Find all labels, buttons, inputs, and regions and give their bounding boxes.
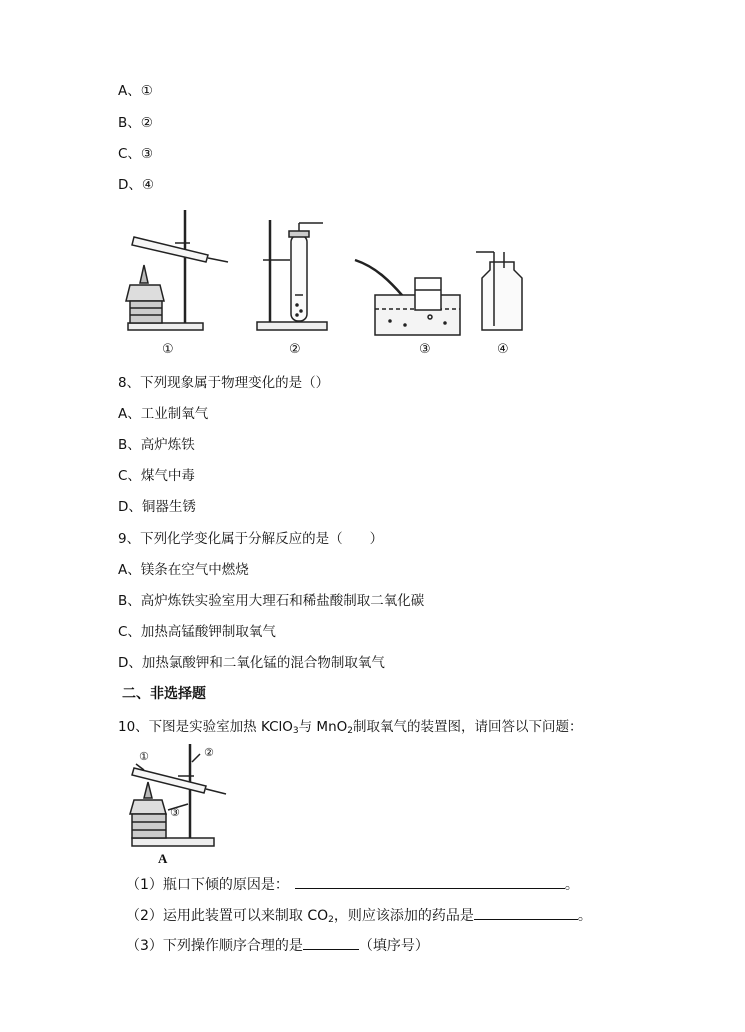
q10-part-3-text-b: （填序号） xyxy=(358,938,429,954)
q10-part-1-end: 。 xyxy=(564,877,579,893)
q9-option-a: A、镁条在空气中燃烧 xyxy=(118,562,249,578)
q10-part-3-text-a: （3）下列操作顺序合理的是 xyxy=(126,938,303,954)
apparatus-3-figure xyxy=(350,245,465,340)
figure-label-2: ② xyxy=(289,342,301,357)
q10-stem xyxy=(118,718,582,740)
fig-a-mark-2: ② xyxy=(204,746,214,759)
apparatus-4-figure xyxy=(470,248,530,338)
q10-part-1-answer-blank[interactable] xyxy=(295,874,565,889)
apparatus-2-figure xyxy=(255,215,335,335)
q10-stem-part-a: 10、下图是实验室加热 KClO xyxy=(118,719,293,735)
q9-stem: 9、下列化学变化属于分解反应的是（ ） xyxy=(118,531,384,547)
q10-part-2-text-b: ，则应该添加的药品是 xyxy=(333,908,474,924)
figure-label-3: ③ xyxy=(419,342,431,357)
q7-option-c: C、③ xyxy=(118,146,154,162)
q9-option-d: D、加热氯酸钾和二氧化锰的混合物制取氧气 xyxy=(118,655,385,671)
fig-a-mark-3: ③ xyxy=(170,806,180,819)
fig-a-caption: A xyxy=(158,851,168,866)
figure-label-4: ④ xyxy=(497,342,509,357)
fig-a-mark-1: ① xyxy=(139,750,149,763)
q8-option-a: A、工业制氧气 xyxy=(118,406,209,422)
apparatus-1-figure xyxy=(120,205,230,335)
q10-stem-part-c: 制取氧气的装置图，请回答以下问题： xyxy=(352,719,583,735)
q10-stem-sub-2: 2 xyxy=(347,726,353,736)
q8-option-c: C、煤气中毒 xyxy=(118,468,195,484)
q7-option-b: B、② xyxy=(118,115,153,131)
figure-label-1: ① xyxy=(162,342,174,357)
q10-stem-sub-3: 3 xyxy=(292,726,299,736)
q10-part-3-answer-blank[interactable] xyxy=(303,935,359,950)
q9-option-b: B、高炉炼铁实验室用大理石和稀盐酸制取二氧化碳 xyxy=(118,593,425,609)
q10-part-3 xyxy=(126,935,429,955)
q10-part-2-text-a: （2）运用此装置可以来制取 CO xyxy=(126,908,329,924)
q9-option-c: C、加热高锰酸钾制取氧气 xyxy=(118,624,276,640)
q10-part-2-end: 。 xyxy=(577,908,592,924)
q8-option-d: D、铜器生锈 xyxy=(118,499,196,515)
q8-stem: 8、下列现象属于物理变化的是（） xyxy=(118,375,330,391)
q8-option-b: B、高炉炼铁 xyxy=(118,437,195,453)
q10-part-1 xyxy=(126,874,579,894)
q10-part-1-text: （1）瓶口下倾的原因是： xyxy=(126,877,289,893)
q10-part-2-sub: 2 xyxy=(328,915,334,925)
q7-option-a: A、① xyxy=(118,83,153,99)
q10-part-2 xyxy=(126,905,592,929)
section-heading: 二、非选择题 xyxy=(122,686,206,702)
q10-part-2-answer-blank[interactable] xyxy=(474,905,578,920)
q10-stem-part-b: 与 MnO xyxy=(298,719,348,735)
q7-option-d: D、④ xyxy=(118,177,154,193)
